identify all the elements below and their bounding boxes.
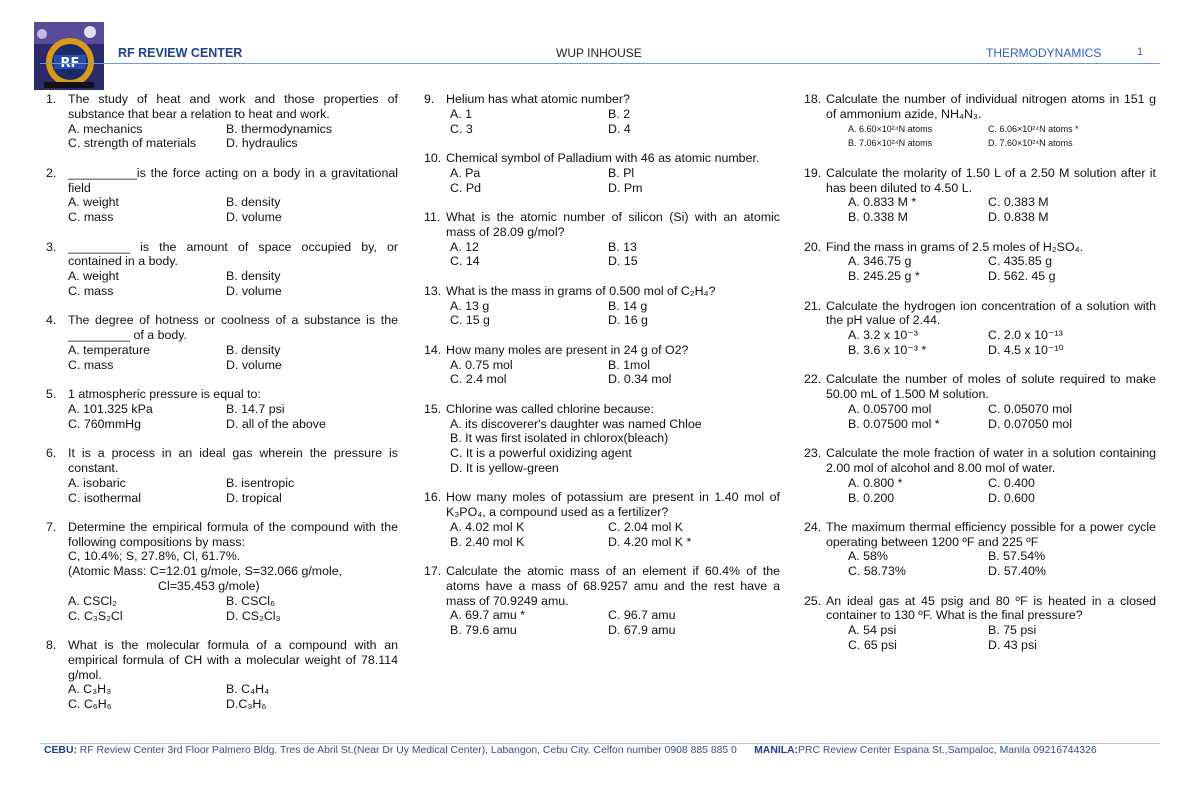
- answer-options: [804, 623, 1156, 653]
- document-title: WUP INHOUSE: [556, 46, 642, 60]
- answer-option: A. 12: [450, 239, 479, 254]
- answer-option: C. mass: [68, 210, 114, 225]
- question-item: [46, 166, 398, 225]
- question-number: 4.: [46, 313, 57, 328]
- answer-option: D. 0.838 M: [988, 210, 1049, 225]
- answer-option: A. 6.60×10²⁴N atoms: [848, 123, 933, 134]
- footer: [44, 745, 1097, 756]
- question-column-3: [804, 92, 1156, 667]
- answer-option: A. 0.05700 mol: [848, 401, 932, 416]
- answer-option: A. 4.02 mol K: [450, 519, 525, 534]
- answer-option: C. 760mmHg: [68, 416, 141, 431]
- answer-option: D. 562. 45 g: [988, 269, 1056, 284]
- rf-review-center-logo: [34, 22, 104, 90]
- answer-option: A. 69.7 amu *: [450, 608, 526, 623]
- question-number: 24.: [804, 519, 822, 534]
- answer-option: B. 2: [608, 106, 631, 121]
- answer-option: C. mass: [68, 357, 114, 372]
- answer-option: A. C₃H₃: [68, 682, 112, 697]
- answer-option: A. Pa: [450, 165, 481, 180]
- answer-option: D. 43 psi: [988, 638, 1037, 653]
- question-text: Chlorine was called chlorine because:: [446, 401, 655, 416]
- answer-option: D. 57.40%: [988, 564, 1046, 579]
- question-stem: [804, 166, 1156, 196]
- question-stem: [46, 92, 398, 122]
- answer-option: C. 0.05070 mol: [988, 401, 1073, 416]
- answer-option: C. Pd: [450, 180, 481, 195]
- question-text: Chemical symbol of Palladium with 46 as atomic number.: [446, 150, 760, 165]
- question-item: [46, 313, 398, 372]
- answer-option: A. weight: [68, 269, 119, 284]
- answer-option: C. strength of materials: [68, 136, 197, 151]
- question-text: The degree of hotness or coolness of a substance is the _________ of a body.: [68, 313, 398, 343]
- question-item: [46, 638, 398, 712]
- question-text: Find the mass in grams of 2.5 moles of H₂SO₄.: [826, 239, 1084, 254]
- question-item: [46, 520, 398, 624]
- question-stem: [804, 92, 1156, 122]
- question-number: 3.: [46, 239, 57, 254]
- question-item: [804, 446, 1156, 505]
- question-stem: [424, 284, 780, 299]
- answer-option: A. 54 psi: [848, 623, 897, 638]
- answer-option: D. Pm: [608, 180, 643, 195]
- answer-option: C. 435.85 g: [988, 254, 1053, 269]
- answer-option: B. 13: [608, 239, 637, 254]
- question-number: 14.: [424, 342, 442, 357]
- answer-option: D. hydraulics: [226, 136, 298, 151]
- answer-option: B. CSCl₆: [226, 593, 276, 608]
- question-number: 1.: [46, 92, 57, 106]
- footer-manila-label: MANILA:: [754, 745, 799, 756]
- question-text: How many moles of potassium are present in 1.40 mol of K₃PO₄, a compound used as a fertilizer?: [446, 490, 780, 520]
- question-stem: [424, 564, 780, 608]
- answer-option: A. 3.2 x 10⁻³: [848, 328, 918, 343]
- question-number: 19.: [804, 165, 822, 180]
- question-item: [804, 166, 1156, 225]
- question-number: 13.: [424, 283, 442, 298]
- answer-option: B. isentropic: [226, 475, 295, 490]
- answer-option: B. 75 psi: [988, 623, 1037, 638]
- question-stem: [804, 446, 1156, 476]
- question-stem: [46, 520, 398, 550]
- answer-option: D. volume: [226, 210, 282, 225]
- answer-option: C. It is a powerful oxidizing agent: [450, 446, 632, 461]
- question-text: Calculate the atomic mass of an element if 60.4% of the atoms have a mass of 68.9257 amu and the rest have a mass of 70.9249 amu.: [446, 564, 780, 608]
- question-item: [804, 520, 1156, 579]
- question-item: [424, 343, 780, 387]
- answer-option: C. C₃S₂Cl: [68, 608, 123, 623]
- question-text: An ideal gas at 45 psig and 80 ºF is heated in a closed container to 130 ºF. What is the final pressure?: [826, 593, 1156, 623]
- subject-title: THERMODYNAMICS: [986, 46, 1102, 60]
- question-text: How many moles are present in 24 g of O2?: [446, 342, 689, 357]
- answer-option: D. 15: [608, 254, 638, 269]
- answer-option: D. tropical: [226, 490, 282, 505]
- question-item: [804, 240, 1156, 284]
- question-item: [46, 240, 398, 299]
- answer-option: A. 0.833 M *: [848, 195, 917, 210]
- question-number: 2.: [46, 165, 57, 180]
- question-stem: [804, 594, 1156, 624]
- answer-option: D. 0.34 mol: [608, 372, 672, 387]
- answer-option: B. 1mol: [608, 357, 651, 372]
- answer-option: A. 346.75 g: [848, 254, 912, 269]
- answer-options: [804, 122, 1156, 152]
- question-text: The maximum thermal efficiency possible for a power cycle operating between 1200 ºF and 225 ºF: [826, 519, 1156, 549]
- question-stem: [424, 343, 780, 358]
- question-item: [46, 446, 398, 505]
- answer-option: B. 3.6 x 10⁻³ *: [848, 342, 927, 357]
- question-text: __________is the force acting on a body in a gravitational field: [68, 165, 398, 195]
- answer-option: C. 15 g: [450, 313, 490, 328]
- answer-option: D.C₃H₆: [226, 697, 267, 712]
- answer-option: B. 0.200: [848, 490, 895, 505]
- question-stem: [804, 240, 1156, 255]
- question-number: 25.: [804, 593, 822, 608]
- question-number: 9.: [424, 92, 435, 106]
- footer-manila-address: PRC Review Center Espana St.,Sampaloc, Manila 09216744326: [798, 745, 1097, 756]
- question-item: [424, 151, 780, 195]
- question-number: 17.: [424, 564, 442, 579]
- answer-option: C. 3: [450, 121, 473, 136]
- question-item: [46, 92, 398, 151]
- answer-option: C. 58.73%: [848, 564, 906, 579]
- question-text: Calculate the mole fraction of water in a solution containing 2.00 mol of alcohol and 8.00 mol of water.: [826, 446, 1156, 475]
- question-text: Calculate the number of moles of solute required to make 50.00 mL of 1.500 M solution.: [826, 372, 1156, 402]
- answer-option: A. its discoverer's daughter was named Chloe: [450, 416, 702, 431]
- question-item: [424, 490, 780, 549]
- question-text: Determine the empirical formula of the compound with the following compositions by mass:: [68, 519, 398, 549]
- answer-option: B. 2.40 mol K: [450, 534, 525, 549]
- page-number: 1: [1137, 46, 1144, 58]
- svg-text:RF: RF: [60, 56, 80, 71]
- answer-options: [804, 402, 1156, 432]
- header-divider: [40, 63, 1160, 64]
- answer-option: D. volume: [226, 283, 282, 298]
- question-number: 11.: [424, 209, 441, 224]
- answer-option: D. 7.60×10²⁴N atoms: [988, 138, 1073, 149]
- question-text: Calculate the hydrogen ion concentration of a solution with the pH value of 2.44.: [826, 298, 1156, 328]
- question-item: [424, 402, 780, 476]
- answer-option: D. volume: [226, 357, 282, 372]
- answer-option: B. 0.338 M: [848, 210, 908, 225]
- question-number: 10.: [424, 150, 442, 165]
- question-stem: [424, 92, 780, 107]
- answer-option: C. 2.0 x 10⁻¹³: [988, 328, 1063, 343]
- answer-option: C. 0.383 M: [988, 195, 1049, 210]
- question-column-2: [424, 92, 780, 653]
- answer-option: B. It was first isolated in chlorox(bleach): [450, 431, 669, 446]
- answer-options: [804, 328, 1156, 358]
- answer-option: D. 16 g: [608, 313, 648, 328]
- question-stem: [424, 151, 780, 166]
- answer-option: C. 0.400: [988, 475, 1035, 490]
- question-number: 6.: [46, 446, 57, 461]
- question-item: [424, 210, 780, 269]
- question-stem: [804, 372, 1156, 402]
- answer-option: D. 0.600: [988, 490, 1035, 505]
- answer-option: B. thermodynamics: [226, 121, 333, 136]
- question-text: Calculate the molarity of 1.50 L of a 2.50 M solution after it has been diluted to 4.50 L.: [826, 165, 1156, 195]
- question-number: 8.: [46, 638, 57, 653]
- answer-option: A. temperature: [68, 342, 150, 357]
- answer-option: C. 2.4 mol: [450, 372, 507, 387]
- answer-options: [424, 166, 780, 196]
- question-number: 20.: [804, 239, 822, 254]
- question-stem: [46, 638, 398, 682]
- brand-name: RF REVIEW CENTER: [118, 46, 243, 60]
- question-text: Calculate the number of individual nitrogen atoms in 151 g of ammonium azide, NH₄N₃.: [826, 92, 1156, 121]
- answer-option: D. It is yellow-green: [450, 460, 559, 475]
- answer-option: B. density: [226, 195, 281, 210]
- question-item: [804, 372, 1156, 431]
- answer-option: A. 101.325 kPa: [68, 401, 153, 416]
- answer-option: D. 67.9 amu: [608, 623, 676, 638]
- answer-options: [424, 358, 780, 388]
- question-item: [424, 284, 780, 328]
- question-number: 7.: [46, 519, 57, 534]
- answer-option: A. 58%: [848, 549, 888, 564]
- answer-option: C. 96.7 amu: [608, 608, 676, 623]
- question-number: 5.: [46, 387, 57, 402]
- question-note: Cl=35.453 g/mole): [158, 579, 260, 594]
- answer-options: [424, 608, 780, 638]
- answer-option: B. C₄H₄: [226, 682, 270, 697]
- answer-options: [46, 476, 398, 506]
- answer-options: [424, 240, 780, 270]
- question-stem: [46, 166, 398, 196]
- answer-options: [424, 520, 780, 550]
- question-note: (Atomic Mass: C=12.01 g/mole, S=32.066 g/mole,: [68, 564, 343, 579]
- question-column-1: [46, 92, 398, 727]
- answer-option: A. 0.800 *: [848, 475, 903, 490]
- question-text: What is the mass in grams of 0.500 mol of C₂H₄?: [446, 283, 716, 298]
- question-number: 22.: [804, 372, 822, 387]
- question-number: 18.: [804, 92, 822, 106]
- footer-cebu-label: CEBU:: [44, 745, 77, 756]
- question-text: The study of heat and work and those properties of substance that bear a relation to heat and work.: [68, 92, 398, 121]
- answer-option: B. 79.6 amu: [450, 623, 517, 638]
- question-number: 21.: [804, 298, 822, 313]
- answer-options: [804, 254, 1156, 284]
- answer-option: B. 14 g: [608, 298, 648, 313]
- question-stem: [46, 387, 398, 402]
- answer-option: C. 2.04 mol K: [608, 519, 684, 534]
- question-number: 15.: [424, 401, 442, 416]
- question-text: _________ is the amount of space occupied by, or contained in a body.: [68, 239, 398, 269]
- question-item: [424, 564, 780, 638]
- question-item: [804, 594, 1156, 653]
- question-stem: [424, 402, 780, 417]
- question-stem: [46, 240, 398, 270]
- answer-option: D. 4: [608, 121, 631, 136]
- question-stem: [804, 520, 1156, 550]
- answer-option: D. 4.5 x 10⁻¹⁰: [988, 342, 1064, 357]
- question-item: [424, 92, 780, 136]
- answer-option: D. 0.07050 mol: [988, 416, 1073, 431]
- question-text: It is a process in an ideal gas wherein the pressure is constant.: [68, 446, 398, 475]
- question-note: C, 10.4%; S, 27.8%, Cl, 61.7%.: [68, 549, 241, 564]
- answer-option: B. Pl: [608, 165, 635, 180]
- question-text: 1 atmospheric pressure is equal to:: [68, 387, 261, 402]
- answer-option: D. CS₂Cl₃: [226, 608, 281, 623]
- answer-option: D. all of the above: [226, 416, 326, 431]
- answer-options: [804, 195, 1156, 225]
- answer-option: C. 65 psi: [848, 638, 897, 653]
- question-item: [46, 387, 398, 431]
- footer-divider: [40, 743, 1160, 744]
- answer-options: [46, 122, 398, 152]
- question-item: [804, 299, 1156, 358]
- question-stem: [804, 299, 1156, 329]
- question-stem: [46, 313, 398, 343]
- answer-option: C. isothermal: [68, 490, 141, 505]
- answer-options: [424, 107, 780, 137]
- answer-option: C. 6.06×10²⁴N atoms *: [988, 123, 1079, 134]
- answer-option: A. 1: [450, 106, 473, 121]
- question-number: 16.: [424, 490, 442, 505]
- answer-options: [46, 402, 398, 432]
- answer-options: [46, 682, 398, 712]
- answer-option: A. mechanics: [68, 121, 143, 136]
- answer-options: [804, 476, 1156, 506]
- question-item: [804, 92, 1156, 151]
- answer-options: [424, 417, 780, 476]
- answer-option: B. 245.25 g *: [848, 269, 920, 284]
- question-text: Helium has what atomic number?: [446, 92, 630, 106]
- answer-option: C. C₆H₆: [68, 697, 112, 712]
- answer-options: [46, 343, 398, 373]
- footer-cebu-address: RF Review Center 3rd Floor Palmero Bldg. Tres de Abril St.(Near Dr Uy Medical Center), Labangon, Cebu City. Celfon number 0908 885 885 0: [76, 745, 737, 756]
- answer-option: B. 14.7 psi: [226, 401, 285, 416]
- answer-option: A. 0.75 mol: [450, 357, 513, 372]
- answer-option: A. CSCl₂: [68, 593, 117, 608]
- question-stem: [424, 490, 780, 520]
- answer-option: B. 0.07500 mol *: [848, 416, 940, 431]
- question-stem: [424, 210, 780, 240]
- answer-options: [424, 299, 780, 329]
- question-stem: [46, 446, 398, 476]
- answer-options: [46, 594, 398, 624]
- question-text: What is the molecular formula of a compound with an empirical formula of CH with a molecular weight of 78.114 g/mol.: [68, 638, 398, 682]
- answer-options: [804, 549, 1156, 579]
- answer-option: C. 14: [450, 254, 480, 269]
- answer-option: B. 7.06×10²⁴N atoms: [848, 138, 933, 149]
- answer-option: B. 57.54%: [988, 549, 1046, 564]
- answer-option: A. isobaric: [68, 475, 126, 490]
- answer-option: B. density: [226, 342, 281, 357]
- question-number: 23.: [804, 446, 822, 461]
- answer-options: [46, 195, 398, 225]
- answer-option: A. 13 g: [450, 298, 490, 313]
- answer-options: [46, 269, 398, 299]
- answer-option: C. mass: [68, 283, 114, 298]
- answer-option: D. 4.20 mol K *: [608, 534, 692, 549]
- question-text: What is the atomic number of silicon (Si) with an atomic mass of 28.09 g/mol?: [446, 209, 780, 239]
- answer-option: B. density: [226, 269, 281, 284]
- answer-option: A. weight: [68, 195, 119, 210]
